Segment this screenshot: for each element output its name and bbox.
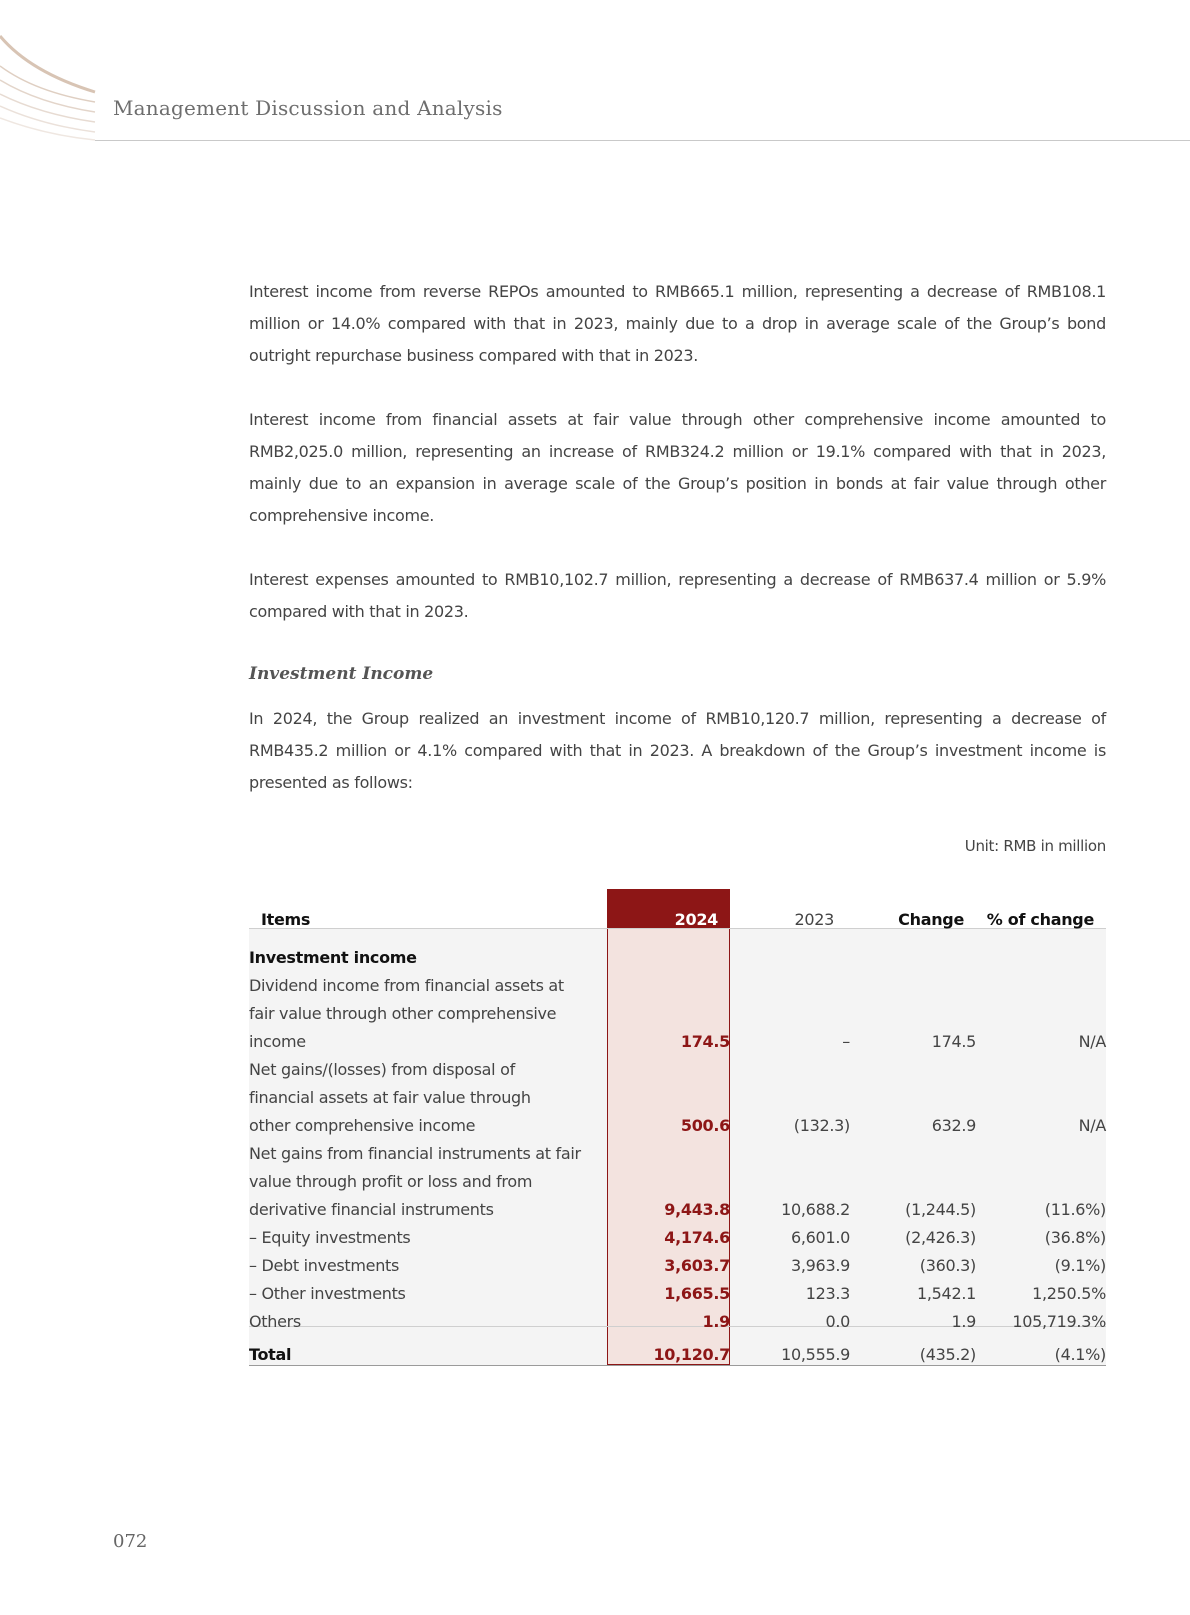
total-2023: 10,555.9 xyxy=(781,1345,850,1364)
table-row xyxy=(249,1051,1106,1079)
table-row xyxy=(249,1135,1106,1163)
total-label: Total xyxy=(249,1345,292,1364)
cell-2023: – xyxy=(842,1032,850,1051)
section-heading-investment-income: Investment Income xyxy=(249,664,434,684)
table-row xyxy=(249,1275,1106,1303)
table-row xyxy=(249,1247,1106,1275)
cell-pct-change: (36.8%) xyxy=(1044,1228,1106,1247)
table-row xyxy=(249,1163,1106,1191)
table-row xyxy=(249,1303,1106,1331)
decorative-arcs xyxy=(0,0,100,145)
table-row xyxy=(249,1079,1106,1107)
cell-2023: 10,688.2 xyxy=(781,1200,850,1219)
cell-2024: 1.9 xyxy=(702,1312,730,1331)
col-header-2024: 2024 xyxy=(674,910,718,929)
cell-pct-change: 1,250.5% xyxy=(1032,1284,1106,1303)
paragraph-reverse-repos: Interest income from reverse REPOs amounted to RMB665.1 million, representing a decrease of RMB108.1 million or 14.0% compared with that in 2023, mainly due to a drop in average scale of the Group’s bond outright repurchase business compared with that in 2023. xyxy=(249,282,1106,365)
table-row xyxy=(249,1107,1106,1135)
table-row-total xyxy=(249,1335,1106,1374)
cell-pct-change: N/A xyxy=(1078,1116,1106,1135)
table-row xyxy=(249,1191,1106,1219)
cell-change: 632.9 xyxy=(931,1116,976,1135)
table-header-row xyxy=(249,889,1106,929)
col-header-2023: 2023 xyxy=(794,910,834,929)
cell-2023: 123.3 xyxy=(805,1284,850,1303)
row-label-line: value through profit or loss and from xyxy=(249,1172,533,1191)
row-label-line: Net gains/(losses) from disposal of xyxy=(249,1060,515,1079)
row-label-line: income xyxy=(249,1032,306,1051)
row-label-line: – Other investments xyxy=(249,1284,406,1303)
cell-pct-change: 105,719.3% xyxy=(1012,1312,1106,1331)
col-header-pct-change: % of change xyxy=(986,910,1094,929)
cell-2023: 3,963.9 xyxy=(791,1256,850,1275)
table-row xyxy=(249,967,1106,995)
table-row xyxy=(249,1023,1106,1051)
unit-label: Unit: RMB in million xyxy=(964,837,1106,855)
total-2024: 10,120.7 xyxy=(653,1345,730,1364)
cell-2024: 9,443.8 xyxy=(664,1200,730,1219)
col-header-items: Items xyxy=(261,910,311,929)
table-row xyxy=(249,995,1106,1023)
cell-change: 1.9 xyxy=(951,1312,976,1331)
col-header-change: Change xyxy=(898,910,964,929)
cell-2024: 174.5 xyxy=(680,1032,730,1051)
paragraph-interest-expenses: Interest expenses amounted to RMB10,102.7 million, representing a decrease of RMB637.4 million or 5.9% compared with that in 2023. xyxy=(249,570,1106,621)
row-label-line: derivative financial instruments xyxy=(249,1200,494,1219)
cell-2024: 4,174.6 xyxy=(664,1228,730,1247)
row-label-line: – Debt investments xyxy=(249,1256,400,1275)
total-change: (435.2) xyxy=(919,1345,976,1364)
row-label-line: Others xyxy=(249,1312,301,1331)
page-header-title: Management Discussion and Analysis xyxy=(113,96,503,120)
table-row-section xyxy=(249,929,1106,967)
cell-2023: 6,601.0 xyxy=(791,1228,850,1247)
cell-pct-change: (11.6%) xyxy=(1044,1200,1106,1219)
row-label-line: Net gains from financial instruments at fair xyxy=(249,1144,581,1163)
page-number: 072 xyxy=(113,1531,148,1552)
cell-2023: 0.0 xyxy=(825,1312,850,1331)
paragraph-fvoci-interest: Interest income from financial assets at fair value through other comprehensive income amounted to RMB2,025.0 million, representing an increase of RMB324.2 million or 19.1% compared with that in 2023, mainly due to an expansion in average scale of the Group’s position in bonds at fair value through other comprehensive income. xyxy=(249,410,1106,525)
row-label-line: fair value through other comprehensive xyxy=(249,1004,557,1023)
cell-2024: 500.6 xyxy=(680,1116,730,1135)
cell-2023: (132.3) xyxy=(793,1116,850,1135)
total-pct-change: (4.1%) xyxy=(1054,1345,1106,1364)
cell-change: (360.3) xyxy=(919,1256,976,1275)
row-label-line: other comprehensive income xyxy=(249,1116,476,1135)
header-divider xyxy=(95,140,1190,141)
row-label-line: – Equity investments xyxy=(249,1228,411,1247)
paragraph-investment-income: In 2024, the Group realized an investment income of RMB10,120.7 million, representing a decrease of RMB435.2 million or 4.1% compared with that in 2023. A breakdown of the Group’s investment income is presented as follows: xyxy=(249,709,1106,792)
cell-change: 1,542.1 xyxy=(917,1284,976,1303)
cell-2024: 3,603.7 xyxy=(664,1256,730,1275)
cell-pct-change: N/A xyxy=(1078,1032,1106,1051)
row-label-line: Dividend income from financial assets at xyxy=(249,976,564,995)
cell-change: (2,426.3) xyxy=(905,1228,976,1247)
row-label-line: financial assets at fair value through xyxy=(249,1088,531,1107)
cell-change: 174.5 xyxy=(931,1032,976,1051)
cell-change: (1,244.5) xyxy=(905,1200,976,1219)
cell-2024: 1,665.5 xyxy=(664,1284,730,1303)
section-label: Investment income xyxy=(249,948,417,967)
cell-pct-change: (9.1%) xyxy=(1054,1256,1106,1275)
table-row xyxy=(249,1219,1106,1247)
